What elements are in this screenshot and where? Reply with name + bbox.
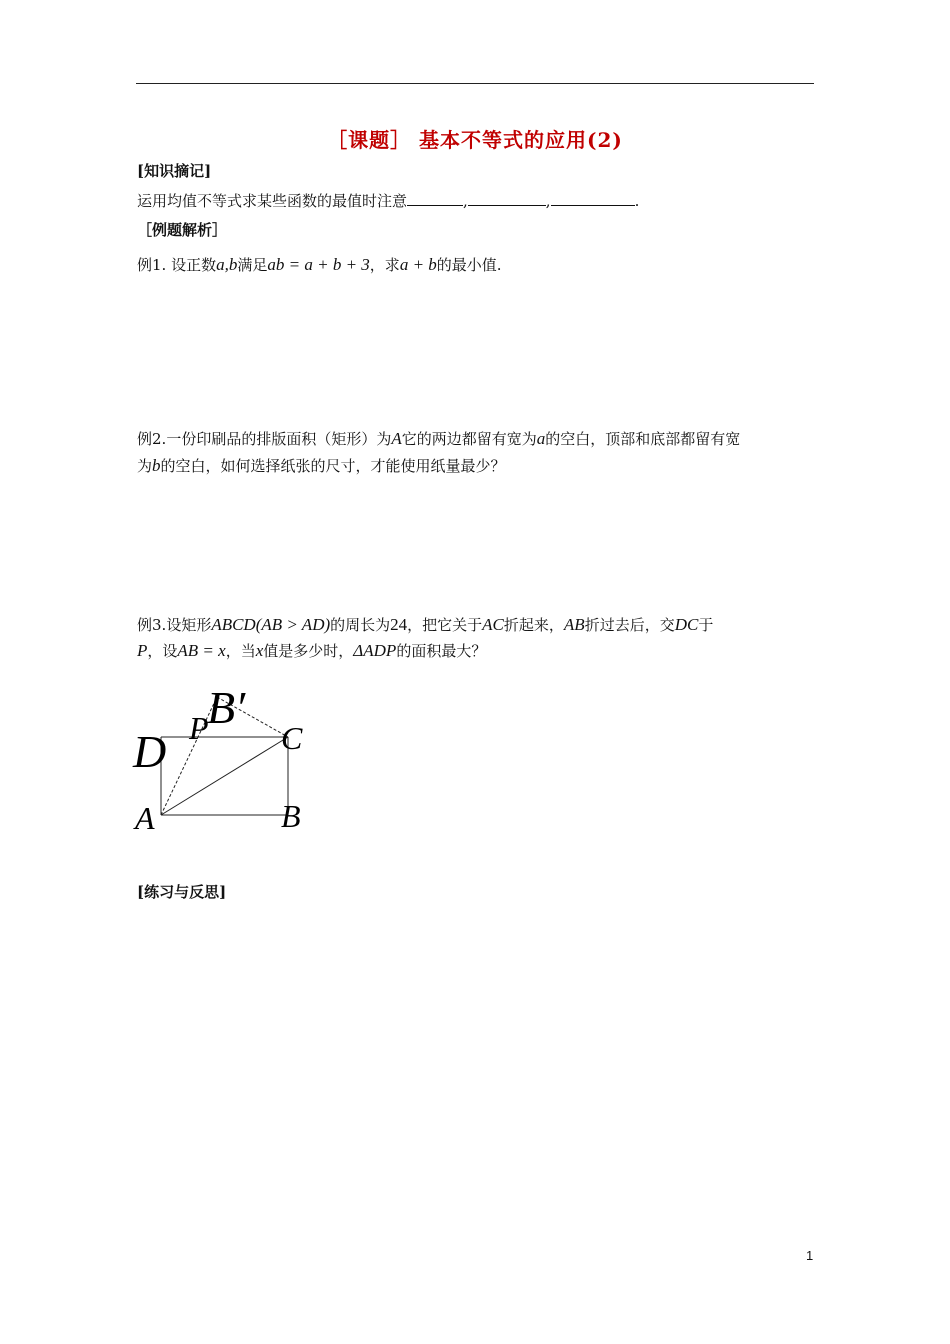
math-expression: ABCD(AB > AD) xyxy=(211,615,331,634)
header-rule xyxy=(136,83,814,84)
example-1-text: 的最小值. xyxy=(436,256,502,274)
fill-blank-2 xyxy=(468,191,546,206)
example-2-text: 为 xyxy=(137,457,153,475)
diagonal-AC xyxy=(161,737,288,815)
section-examples: ［例题解析］ xyxy=(137,221,228,239)
math-expression: x xyxy=(255,641,264,660)
example-3-text: 于 xyxy=(698,616,714,634)
example-2-line-2 xyxy=(137,455,506,476)
math-expression: AC xyxy=(482,615,504,634)
label-P: P xyxy=(189,710,209,746)
example-3-label: 例3. xyxy=(137,616,167,634)
example-1-text: 满足 xyxy=(237,256,268,274)
example-3-text: ，当 xyxy=(225,642,256,660)
blank-sep-1: , xyxy=(463,192,468,210)
example-3-text: 折起来， xyxy=(503,616,564,634)
math-expression: AB xyxy=(563,615,585,634)
example-2-text: 的空白，顶部和底部都留有宽 xyxy=(545,430,741,448)
label-D: D xyxy=(133,726,167,777)
math-expression: a,b xyxy=(216,255,238,274)
example-1-label: 例1. xyxy=(137,256,167,274)
fill-blank-3 xyxy=(551,191,635,206)
example-3-text: 折过去后，交 xyxy=(584,616,675,634)
example-1-text: 设正数 xyxy=(171,256,217,274)
section-knowledge: [知识摘记] xyxy=(137,162,212,180)
example-1 xyxy=(137,254,502,275)
math-expression: a + b xyxy=(399,255,437,274)
fill-blank-1 xyxy=(407,191,463,206)
example-3-text: ，设 xyxy=(147,642,178,660)
math-expression: DC xyxy=(674,615,699,634)
math-expression: A xyxy=(391,429,402,448)
label-B: B xyxy=(281,798,301,834)
page-title: ［课题］ 基本不等式的应用(2) xyxy=(327,128,623,152)
math-expression: ab = a + b + 3 xyxy=(267,255,370,274)
math-expression: a xyxy=(536,429,546,448)
example-2-text: 它的两边都留有宽为 xyxy=(401,430,537,448)
blank-end: . xyxy=(634,192,640,210)
section-practice: [练习与反思] xyxy=(137,883,227,901)
label-C: C xyxy=(281,720,303,756)
example-3-text: ，把它关于 xyxy=(407,616,483,634)
example-2-text: 的空白，如何选择纸张的尺寸，才能使用纸量最少？ xyxy=(160,457,506,475)
example-2-line-1 xyxy=(137,428,740,449)
label-A: A xyxy=(135,800,155,836)
label-B-prime: B′ xyxy=(207,682,246,733)
math-expression: AB = x xyxy=(177,641,226,660)
example-3-text: 设矩形 xyxy=(166,616,212,634)
math-expression: b xyxy=(152,456,161,475)
example-1-text: ，求 xyxy=(369,256,400,274)
example-2-text: 一份印刷品的排版面积（矩形）为 xyxy=(166,430,392,448)
knowledge-line xyxy=(137,190,639,211)
blank-sep-2: , xyxy=(545,192,551,210)
example-3-text: 值是多少时， xyxy=(263,642,354,660)
example-3-line-2 xyxy=(137,640,486,661)
knowledge-lead: 运用均值不等式求某些函数的最值时注意 xyxy=(137,192,408,210)
example-3-line-1 xyxy=(137,614,713,635)
page-number: 1 xyxy=(806,1248,814,1263)
example-3-text: 的面积最大？ xyxy=(396,642,487,660)
math-expression: P xyxy=(137,641,148,660)
math-expression: ΔADP xyxy=(353,641,397,660)
example-3-text: 的周长为 xyxy=(330,616,391,634)
math-expression: 24 xyxy=(390,615,408,634)
example-2-label: 例2. xyxy=(137,430,167,448)
geometry-figure xyxy=(125,675,345,840)
